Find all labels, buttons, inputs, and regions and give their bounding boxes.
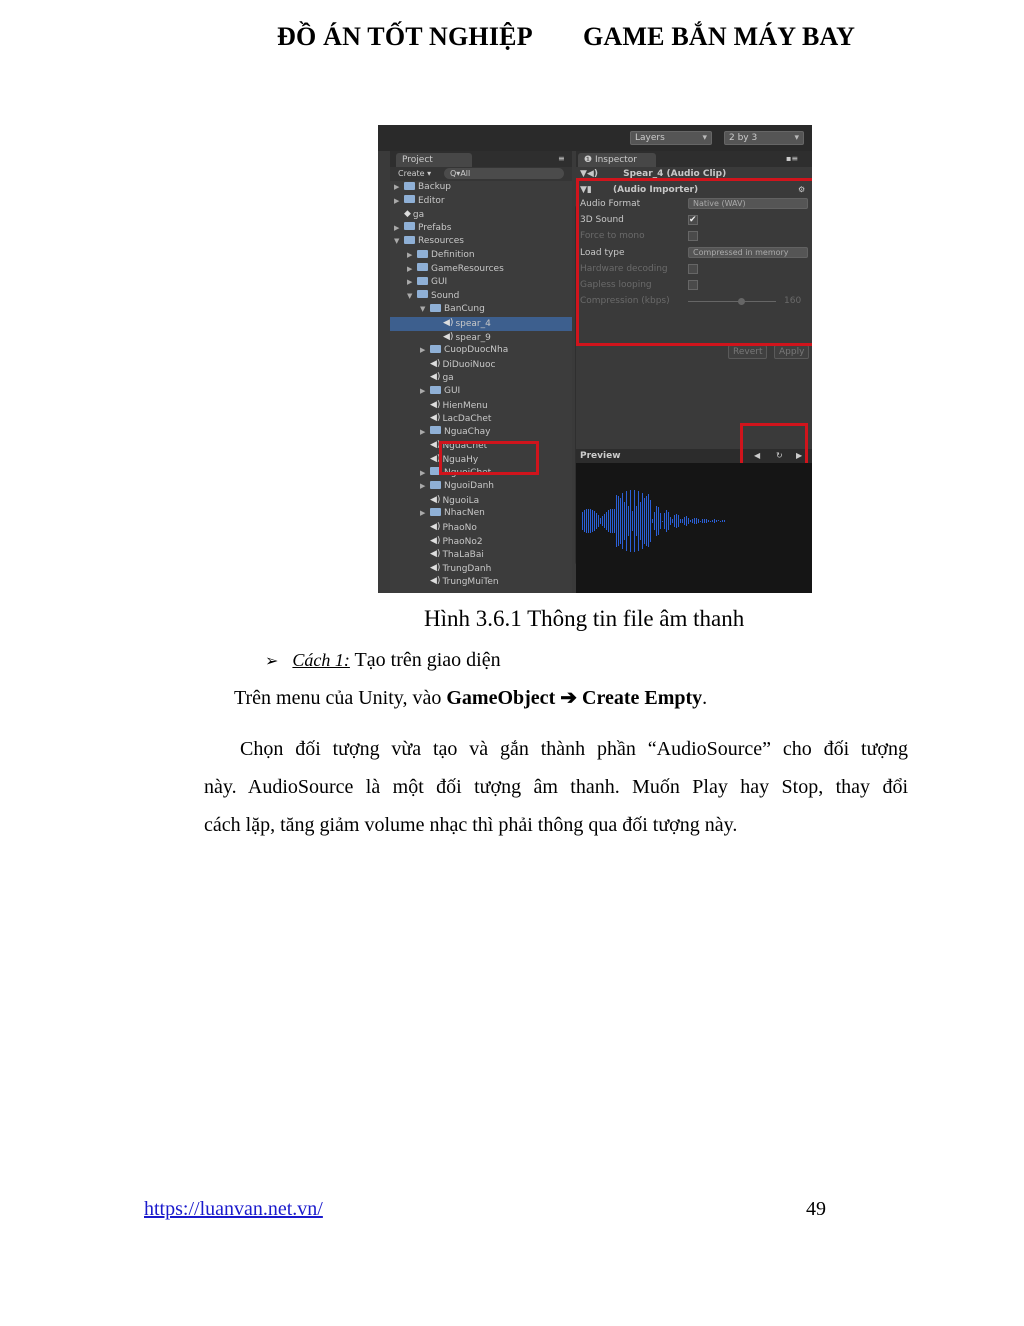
layers-dropdown[interactable]: Layers ▾ [630, 131, 712, 145]
tree-item-label: ga [412, 210, 425, 221]
menu-suffix: . [702, 687, 708, 709]
waveform [576, 463, 812, 593]
highlight-box-files [439, 441, 539, 475]
unity-screenshot [378, 125, 812, 593]
waveform-sample [704, 519, 705, 524]
waveform-sample [594, 511, 595, 530]
tree-item-label: BanCung [444, 304, 485, 315]
audio-clip-icon: ◀) [430, 454, 441, 464]
waveform-sample [660, 513, 661, 529]
collapsed-arrow-icon[interactable]: ▶ [420, 387, 426, 395]
waveform-sample [632, 511, 633, 531]
gear-icon[interactable]: ⚙ [798, 185, 806, 194]
expanded-arrow-icon[interactable]: ▼ [420, 305, 426, 314]
tree-item[interactable] [390, 480, 572, 494]
waveform-sample [688, 518, 689, 525]
collapsed-arrow-icon[interactable]: ▶ [407, 264, 413, 273]
header-left: ĐỒ ÁN TỐT NGHIỆP [277, 22, 533, 51]
folder-icon [404, 195, 415, 203]
speaker-icon: ▼◀) [580, 169, 602, 179]
waveform-sample [642, 493, 643, 548]
waveform-sample [630, 490, 631, 552]
menu-prefix: Trên menu của Unity, vào [234, 687, 447, 709]
page-number: 49 [806, 1198, 826, 1220]
collapsed-arrow-icon[interactable]: ▶ [420, 346, 426, 355]
paragraph-line-1: Chọn đối tượng vừa tạo và gắn thành phần “AudioSource” cho đối tượng [240, 738, 908, 760]
tree-item-label: Editor [418, 195, 445, 206]
field-label: 3D Sound [580, 215, 624, 226]
waveform-sample [684, 517, 685, 526]
field-label: Force to mono [580, 231, 645, 242]
waveform-sample [672, 519, 673, 522]
bullet-label: Cách 1: [292, 650, 350, 670]
folder-icon [430, 481, 441, 489]
collapsed-arrow-icon[interactable]: ▶ [407, 278, 413, 287]
waveform-sample [640, 502, 641, 540]
waveform-sample [682, 519, 683, 523]
audio-clip-icon: ◀) [430, 399, 441, 410]
tree-item[interactable] [390, 290, 572, 304]
tree-item[interactable] [390, 181, 572, 195]
project-toolbar [390, 167, 572, 181]
expanded-arrow-icon[interactable]: ▼ [407, 291, 413, 300]
field-label: Hardware decoding [580, 263, 668, 274]
inspector-tab-row [576, 151, 812, 167]
waveform-sample [652, 519, 653, 523]
menu-instruction [234, 679, 707, 717]
waveform-sample [720, 521, 721, 522]
waveform-sample [584, 510, 585, 531]
waveform-sample [644, 498, 645, 544]
menu-arrow: ➔ [555, 687, 582, 709]
waveform-sample [586, 509, 587, 532]
tree-item-label: NguaChay [444, 426, 491, 437]
tree-item[interactable] [390, 276, 572, 290]
audio-clip-icon: ◀) [430, 562, 441, 573]
apply-button[interactable]: Apply [774, 345, 809, 359]
audio-clip-icon: ◀) [430, 576, 441, 587]
field-dropdown[interactable]: Native (WAV) [688, 198, 808, 209]
importer-title: (Audio Importer) [613, 185, 699, 195]
waveform-sample [608, 510, 609, 531]
create-button[interactable]: Create ▾ [398, 169, 432, 178]
tree-item-label: PhaoNo2 [442, 536, 483, 547]
waveform-sample [592, 510, 593, 532]
waveform-sample [712, 520, 713, 522]
tree-item[interactable] [390, 535, 572, 549]
waveform-sample [638, 491, 639, 551]
play-icon[interactable]: ▶ [796, 451, 803, 460]
waveform-sample [602, 516, 603, 526]
clip-title: Spear_4 (Audio Clip) [623, 169, 727, 179]
folder-icon [430, 304, 441, 312]
tree-item[interactable] [390, 521, 572, 535]
folder-icon [404, 236, 415, 244]
tree-item[interactable] [390, 317, 572, 331]
tree-item-label: NguaHy [442, 455, 479, 465]
tree-item[interactable] [390, 358, 572, 372]
audio-clip-icon: ◀) [443, 331, 454, 342]
tab-label: Project [402, 155, 433, 165]
menu-item-gameobject: GameObject [446, 687, 556, 709]
audio-clip-icon: ◀) [430, 494, 441, 505]
folder-icon [430, 386, 441, 394]
waveform-sample [678, 515, 679, 526]
revert-button[interactable]: Revert [728, 345, 767, 359]
field-dropdown[interactable]: Compressed in memory [688, 247, 808, 258]
tree-item-label: TrungMuiTen [442, 577, 499, 588]
folder-icon [430, 426, 441, 434]
waveform-sample [582, 512, 583, 531]
waveform-sample [636, 506, 637, 536]
waveform-sample [696, 518, 697, 524]
tree-item-label: NguoiLa [442, 495, 480, 506]
tree-item-label: NhacNen [444, 508, 485, 519]
audio-clip-icon: ◀) [430, 372, 441, 383]
tab-inspector[interactable] [578, 153, 656, 167]
tree-item-label: spear_4 [455, 319, 491, 329]
speaker-toggle-icon[interactable]: ◀ [754, 451, 761, 460]
waveform-sample [624, 502, 625, 540]
tree-item[interactable] [390, 507, 572, 521]
tab-label: Inspector [594, 155, 637, 165]
expanded-arrow-icon[interactable]: ▼ [394, 237, 400, 246]
waveform-sample [686, 516, 687, 526]
tree-item-label: GameResources [431, 263, 504, 274]
tree-item[interactable] [390, 208, 572, 222]
tree-item-label: DiDuoiNuoc [442, 359, 496, 370]
waveform-sample [596, 513, 597, 529]
field-label: Load type [580, 247, 625, 258]
bullet-line [265, 641, 501, 681]
tree-item[interactable] [390, 195, 572, 209]
tree-item-label: NguoiChet [444, 467, 492, 478]
tree-item-label: NguaChet [442, 441, 488, 452]
audio-clip-icon: ◀) [430, 535, 441, 546]
header-right: GAME BẮN MÁY BAY [583, 22, 856, 51]
waveform-sample [694, 518, 695, 525]
field-label: Audio Format [580, 199, 641, 209]
tree-item[interactable] [390, 575, 572, 589]
panel-menu-icon[interactable]: ≡ [558, 154, 565, 163]
collapsed-arrow-icon[interactable]: ▶ [394, 223, 400, 232]
waveform-sample [616, 495, 617, 548]
waveform-sample [674, 515, 675, 527]
collapsed-arrow-icon[interactable]: ▶ [420, 509, 426, 518]
inspector-panel [576, 151, 812, 593]
waveform-sample [610, 509, 611, 532]
folder-icon [430, 345, 441, 353]
tree-item[interactable] [390, 235, 572, 249]
unity-scene-icon: ◆ [404, 209, 411, 220]
waveform-sample [650, 500, 651, 542]
waveform-sample [668, 512, 669, 530]
audio-clip-icon: ◀) [443, 318, 454, 328]
unity-toolbar [378, 125, 812, 151]
waveform-sample [664, 513, 665, 528]
waveform-sample [588, 509, 589, 533]
folder-icon [417, 277, 428, 285]
waveform-sample [656, 506, 657, 537]
collapsed-arrow-icon[interactable]: ▶ [394, 183, 400, 191]
tree-item-label: Resources [418, 236, 464, 247]
waveform-sample [646, 496, 647, 546]
waveform-sample [600, 518, 601, 525]
search-input[interactable]: Q▾All [444, 168, 564, 179]
tree-item[interactable] [390, 426, 572, 440]
folder-icon [404, 182, 415, 190]
tree-item-label: Definition [431, 250, 475, 260]
collapsed-arrow-icon[interactable]: ▶ [420, 482, 426, 491]
waveform-sample [606, 512, 607, 530]
figure-caption: Hình 3.6.1 Thông tin file âm thanh [424, 606, 745, 631]
tree-item-label: ThaLaBai [442, 550, 484, 561]
field-label: Gapless looping [580, 280, 652, 290]
tree-item[interactable] [390, 222, 572, 236]
tree-item[interactable] [390, 385, 572, 399]
menu-item-create-empty: Create Empty [582, 687, 703, 709]
tree-item-label: Sound [431, 290, 460, 301]
tree-item[interactable] [390, 249, 572, 263]
waveform-sample [702, 519, 703, 522]
waveform-sample [618, 496, 619, 546]
waveform-sample [692, 519, 693, 523]
tree-item-label: GUI [431, 277, 448, 288]
waveform-sample [590, 509, 591, 532]
waveform-sample [710, 521, 711, 522]
highlight-box-importer [576, 178, 812, 346]
file-icon: ▼▮ [580, 185, 596, 195]
project-tab-row [390, 151, 572, 167]
waveform-sample [718, 520, 719, 521]
tree-item[interactable] [390, 263, 572, 277]
folder-icon [404, 222, 415, 230]
tree-item[interactable] [390, 562, 572, 576]
waveform-sample [714, 519, 715, 522]
waveform-sample [706, 519, 707, 523]
collapsed-arrow-icon[interactable]: ▶ [420, 427, 426, 436]
folder-icon [417, 263, 428, 271]
tree-item-label: spear_9 [455, 332, 491, 343]
info-icon: ❶ [584, 155, 595, 165]
tree-item[interactable] [390, 303, 572, 317]
paragraph-line-3: cách lặp, tăng giảm volume nhạc thì phải thông qua đối tượng này. [204, 814, 738, 836]
waveform-sample [716, 520, 717, 523]
field-checkbox[interactable]: ✔ [689, 215, 697, 226]
project-panel [390, 151, 572, 593]
slider-value: 160 [784, 296, 802, 307]
tree-item-label: PhaoNo [442, 523, 477, 533]
layout-dropdown[interactable]: 2 by 3 ▾ [724, 131, 804, 145]
folder-icon [417, 250, 428, 258]
waveform-sample [722, 520, 723, 522]
waveform-sample [708, 520, 709, 522]
tree-item[interactable] [390, 494, 572, 508]
tree-item[interactable] [390, 371, 572, 385]
audio-clip-icon: ◀) [430, 413, 441, 424]
waveform-sample [676, 514, 677, 529]
waveform-sample [654, 512, 655, 530]
tree-item-label: Backup [418, 182, 451, 192]
waveform-sample [612, 509, 613, 533]
tree-item-label: ga [442, 373, 454, 384]
collapsed-arrow-icon[interactable]: ▶ [407, 251, 413, 259]
tree-item-label: GUI [444, 386, 461, 396]
bullet-text: Tạo trên giao diện [349, 649, 501, 671]
preview-label: Preview [580, 451, 621, 461]
tree-item-label: NguoiDanh [444, 481, 495, 492]
footer-link[interactable]: https://luanvan.net.vn/ [144, 1198, 323, 1220]
folder-icon [430, 508, 441, 516]
tree-item[interactable] [390, 399, 572, 413]
tree-item[interactable] [390, 344, 572, 358]
tree-item-label: TrungDanh [442, 563, 492, 574]
waveform-sample [598, 515, 599, 526]
waveform-sample [700, 521, 701, 522]
field-label: Compression (kbps) [580, 296, 670, 307]
waveform-sample [680, 519, 681, 523]
waveform-sample [670, 517, 671, 525]
audio-clip-icon: ◀) [430, 522, 441, 532]
audio-clip-icon: ◀) [430, 440, 441, 451]
waveform-sample [622, 493, 623, 549]
waveform-sample [658, 507, 659, 536]
waveform-sample [648, 494, 649, 547]
waveform-sample [614, 509, 615, 533]
waveform-sample [604, 514, 605, 528]
tree-item[interactable] [390, 548, 572, 562]
tree-item-label: CuopDuocNha [444, 345, 509, 356]
waveform-sample [690, 520, 691, 521]
tab-project[interactable] [396, 153, 472, 167]
lock-icon[interactable]: ▪≡ [786, 154, 799, 163]
audio-clip-icon: ◀) [430, 358, 441, 369]
tree-item-label: HienMenu [442, 400, 488, 411]
loop-icon[interactable]: ↻ [776, 451, 783, 460]
audio-clip-icon: ◀) [430, 549, 441, 560]
tree-item[interactable] [390, 412, 572, 426]
collapsed-arrow-icon[interactable]: ▶ [394, 196, 400, 205]
waveform-sample [628, 506, 629, 535]
waveform-sample [666, 510, 667, 531]
waveform-sample [662, 521, 663, 522]
waveform-sample [626, 491, 627, 551]
waveform-sample [620, 498, 621, 544]
waveform-sample [724, 520, 725, 522]
paragraph-line-2: này. AudioSource là một đối tượng âm thanh. Muốn Play hay Stop, thay đổi [204, 776, 908, 798]
waveform-sample [634, 490, 635, 552]
tree-item[interactable] [390, 331, 572, 345]
tree-item-label: Prefabs [418, 222, 452, 233]
folder-icon [417, 290, 428, 298]
tree-item-label: LacDaChet [442, 414, 492, 425]
collapsed-arrow-icon[interactable]: ▶ [420, 468, 426, 477]
bullet-arrow-icon: ➢ [265, 653, 279, 670]
waveform-sample [698, 519, 699, 523]
